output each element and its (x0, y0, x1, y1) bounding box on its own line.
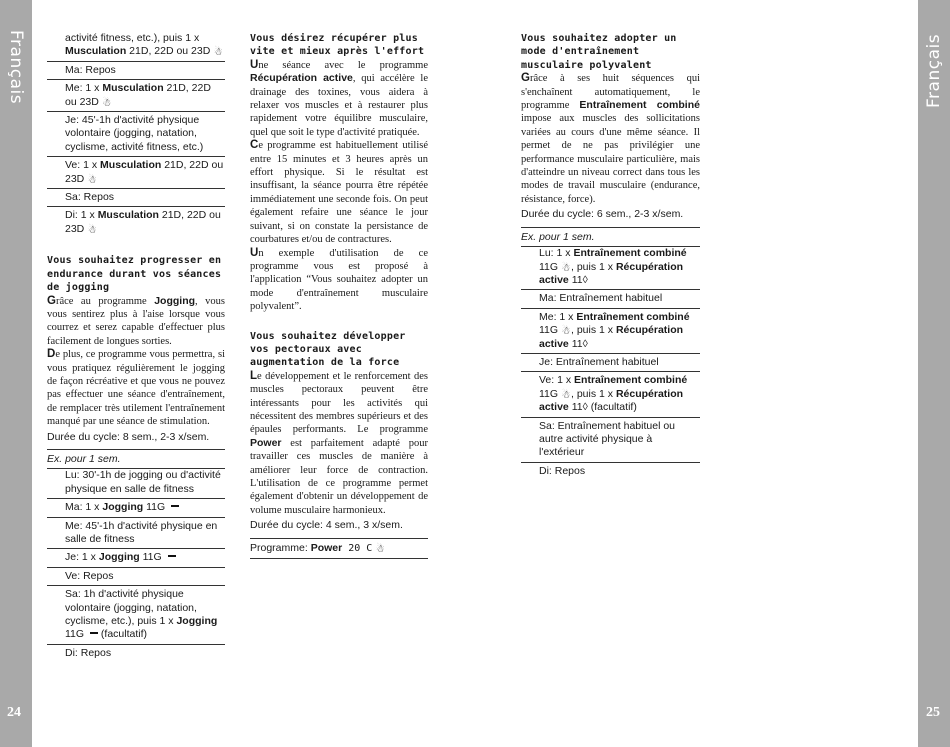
schedule-row: Di: Repos (65, 646, 112, 659)
schedule-row: Je: 45'-1h d'activité physique volontaire (jogging, natation, cyclisme, activité fitness, etc.) (47, 112, 225, 157)
schedule-row: Di: 1 x Musculation 21D, 22D ou 23D ☃ (65, 209, 221, 236)
page-number-right: 25 (926, 705, 940, 720)
section-heading-jogging: Vous souhaitez progresser en endurance durant vos séances de jogging (47, 255, 222, 294)
cycle-duration: Durée du cycle: 8 sem., 2-3 x/sem. (47, 429, 225, 450)
figure-icon: ☃ (561, 262, 571, 274)
schedule-row: Sa: Repos (47, 189, 225, 207)
schedule-row: Sa: Entraînement habituel ou autre activité physique à l'extérieur (521, 418, 700, 463)
figure-icon: ☃ (87, 174, 97, 186)
figure-icon: ☃ (102, 97, 112, 109)
schedule-list-jogging (47, 469, 225, 662)
schedule-row: Di: Repos (539, 464, 586, 477)
figure-icon: ☃ (213, 47, 223, 59)
figure-icon: ☃ (561, 389, 571, 401)
schedule-list-combine (521, 247, 700, 480)
column-3 (521, 32, 700, 480)
program-line: Programme: Power 20 C ☃ (250, 539, 428, 559)
figure-icon: ☃ (87, 224, 97, 236)
schedule-row: Ve: Repos (47, 568, 225, 586)
schedule-row: Lu: 1 x Entraînement combiné 11G ☃, puis 1 x Récupération active 11◊ (521, 247, 700, 290)
paragraph-recuperation-3: Un exemple d'utilisation de ce programme vous est proposé à l'application “Vous souhaitez adopter un mode d'entraînement musculaire polyvalent”. (250, 246, 428, 313)
paragraph-recuperation-1: Une séance avec le programme Récupération active, qui accélère le drainage des toxines, vous aidera à relaxer vos muscles et à restaurer plus rapidement votre équilibre musculaire, quel que soit le type d'activité pratiquée. (250, 58, 428, 138)
dash-icon (171, 505, 179, 507)
paragraph-recuperation-2: Ce programme est habituellement utilisé entre 15 minutes et 3 heures après un effort physique. Si le résultat est insuffisant, la séance pourra être répétée immédiatement une seconde fois. On peut également refaire une séance le jour suivant, si on constate la persistance de courbatures et/ou de contractures. (250, 139, 428, 246)
paragraph-pectoraux: Le développement et le renforcement des muscles pectoraux peuvent être intéressants pour les activités qui nécessitent des membres supérieurs et des épaules performants. Le programme Power est parfaitement adapté pour travailler ces muscles de manière à améliorer leur force de contraction. L'utilisation de ce programme permet également d'obtenir un développement de volume musculaire harmonieux. (250, 369, 428, 516)
column-1 (47, 32, 225, 662)
schedule-row: Ve: 1 x Entraînement combiné 11G ☃, puis 1 x Récupération active 11◊ (facultatif) (521, 372, 700, 417)
schedule-row: Sa: 1h d'activité physique volontaire (jogging, natation, cyclisme, etc.), puis 1 x Jogging 11G (facultatif) (47, 586, 225, 645)
schedule-row: Ma: 1 x Jogging 11G (47, 499, 225, 517)
schedule-list-musculation (47, 32, 225, 238)
section-heading-pectoraux: Vous souhaitez développer vos pectoraux avec augmentation de la force (250, 330, 406, 369)
cycle-duration: Durée du cycle: 4 sem., 3 x/sem. (250, 517, 428, 538)
section-heading-recuperation: Vous désirez récupérer plus vite et mieux après l'effort (250, 33, 425, 58)
figure-icon: ☃ (375, 543, 385, 555)
section-heading-polyvalent: Vous souhaitez adopter un mode d'entraînement musculaire polyvalent (521, 33, 677, 71)
paragraph-polyvalent: Grâce à ses huit séquences qui s'enchaînent automatiquement, le programme Entraînement combiné impose aux muscles des sollicitations variées au cours d'une même séance. Il permet de ne pas privilégier une performance musculaire particulière, mais d'atteindre un niveau correct dans tous les modes de travail musculaire (endurance, résistance, force). (521, 72, 700, 205)
cycle-duration: Durée du cycle: 6 sem., 2-3 x/sem. (521, 206, 700, 227)
dash-icon (168, 555, 176, 557)
dash-icon (90, 632, 98, 634)
column-2 (250, 32, 428, 559)
schedule-row: Me: 1 x Musculation 21D, 22D ou 23D ☃ (47, 80, 225, 112)
schedule-row: Ve: 1 x Musculation 21D, 22D ou 23D ☃ (47, 157, 225, 189)
schedule-row: Ma: Repos (47, 62, 225, 80)
schedule-row: activité fitness, etc.), puis 1 x Musculation 21D, 22D ou 23D ☃ (47, 32, 225, 62)
page-number-left: 24 (7, 705, 21, 720)
schedule-row: Ma: Entraînement habituel (521, 290, 700, 308)
left-language-tab (0, 0, 32, 747)
right-language-tab (918, 0, 950, 747)
schedule-row: Lu: 30'-1h de jogging ou d'activité physique en salle de fitness (47, 469, 225, 499)
schedule-row: Me: 1 x Entraînement combiné 11G ☃, puis 1 x Récupération active 11◊ (521, 309, 700, 354)
example-label: Ex. pour 1 sem. (521, 228, 700, 247)
language-label-right: Français (924, 33, 944, 108)
example-label: Ex. pour 1 sem. (47, 450, 225, 469)
schedule-row: Me: 45'-1h d'activité physique en salle de fitness (47, 518, 225, 550)
paragraph-jogging-2: De plus, ce programme vous permettra, si vous pratiquez régulièrement le jogging de façon récréative et que vous ne pouvez pas effectuer une séance d'entraînement, de remplacer très utilement l'entraînement manqué par une séance de stimulation. (47, 348, 225, 428)
language-label-left: Français (6, 30, 26, 105)
schedule-row: Je: Entraînement habituel (521, 354, 700, 372)
paragraph-jogging-1: Grâce au programme Jogging, vous vous sentirez plus à l'aise lorsque vous courrez et serez capable d'effectuer plus facilement de longues sorties. (47, 294, 225, 347)
figure-icon: ☃ (561, 326, 571, 338)
schedule-row: Je: 1 x Jogging 11G (47, 549, 225, 567)
